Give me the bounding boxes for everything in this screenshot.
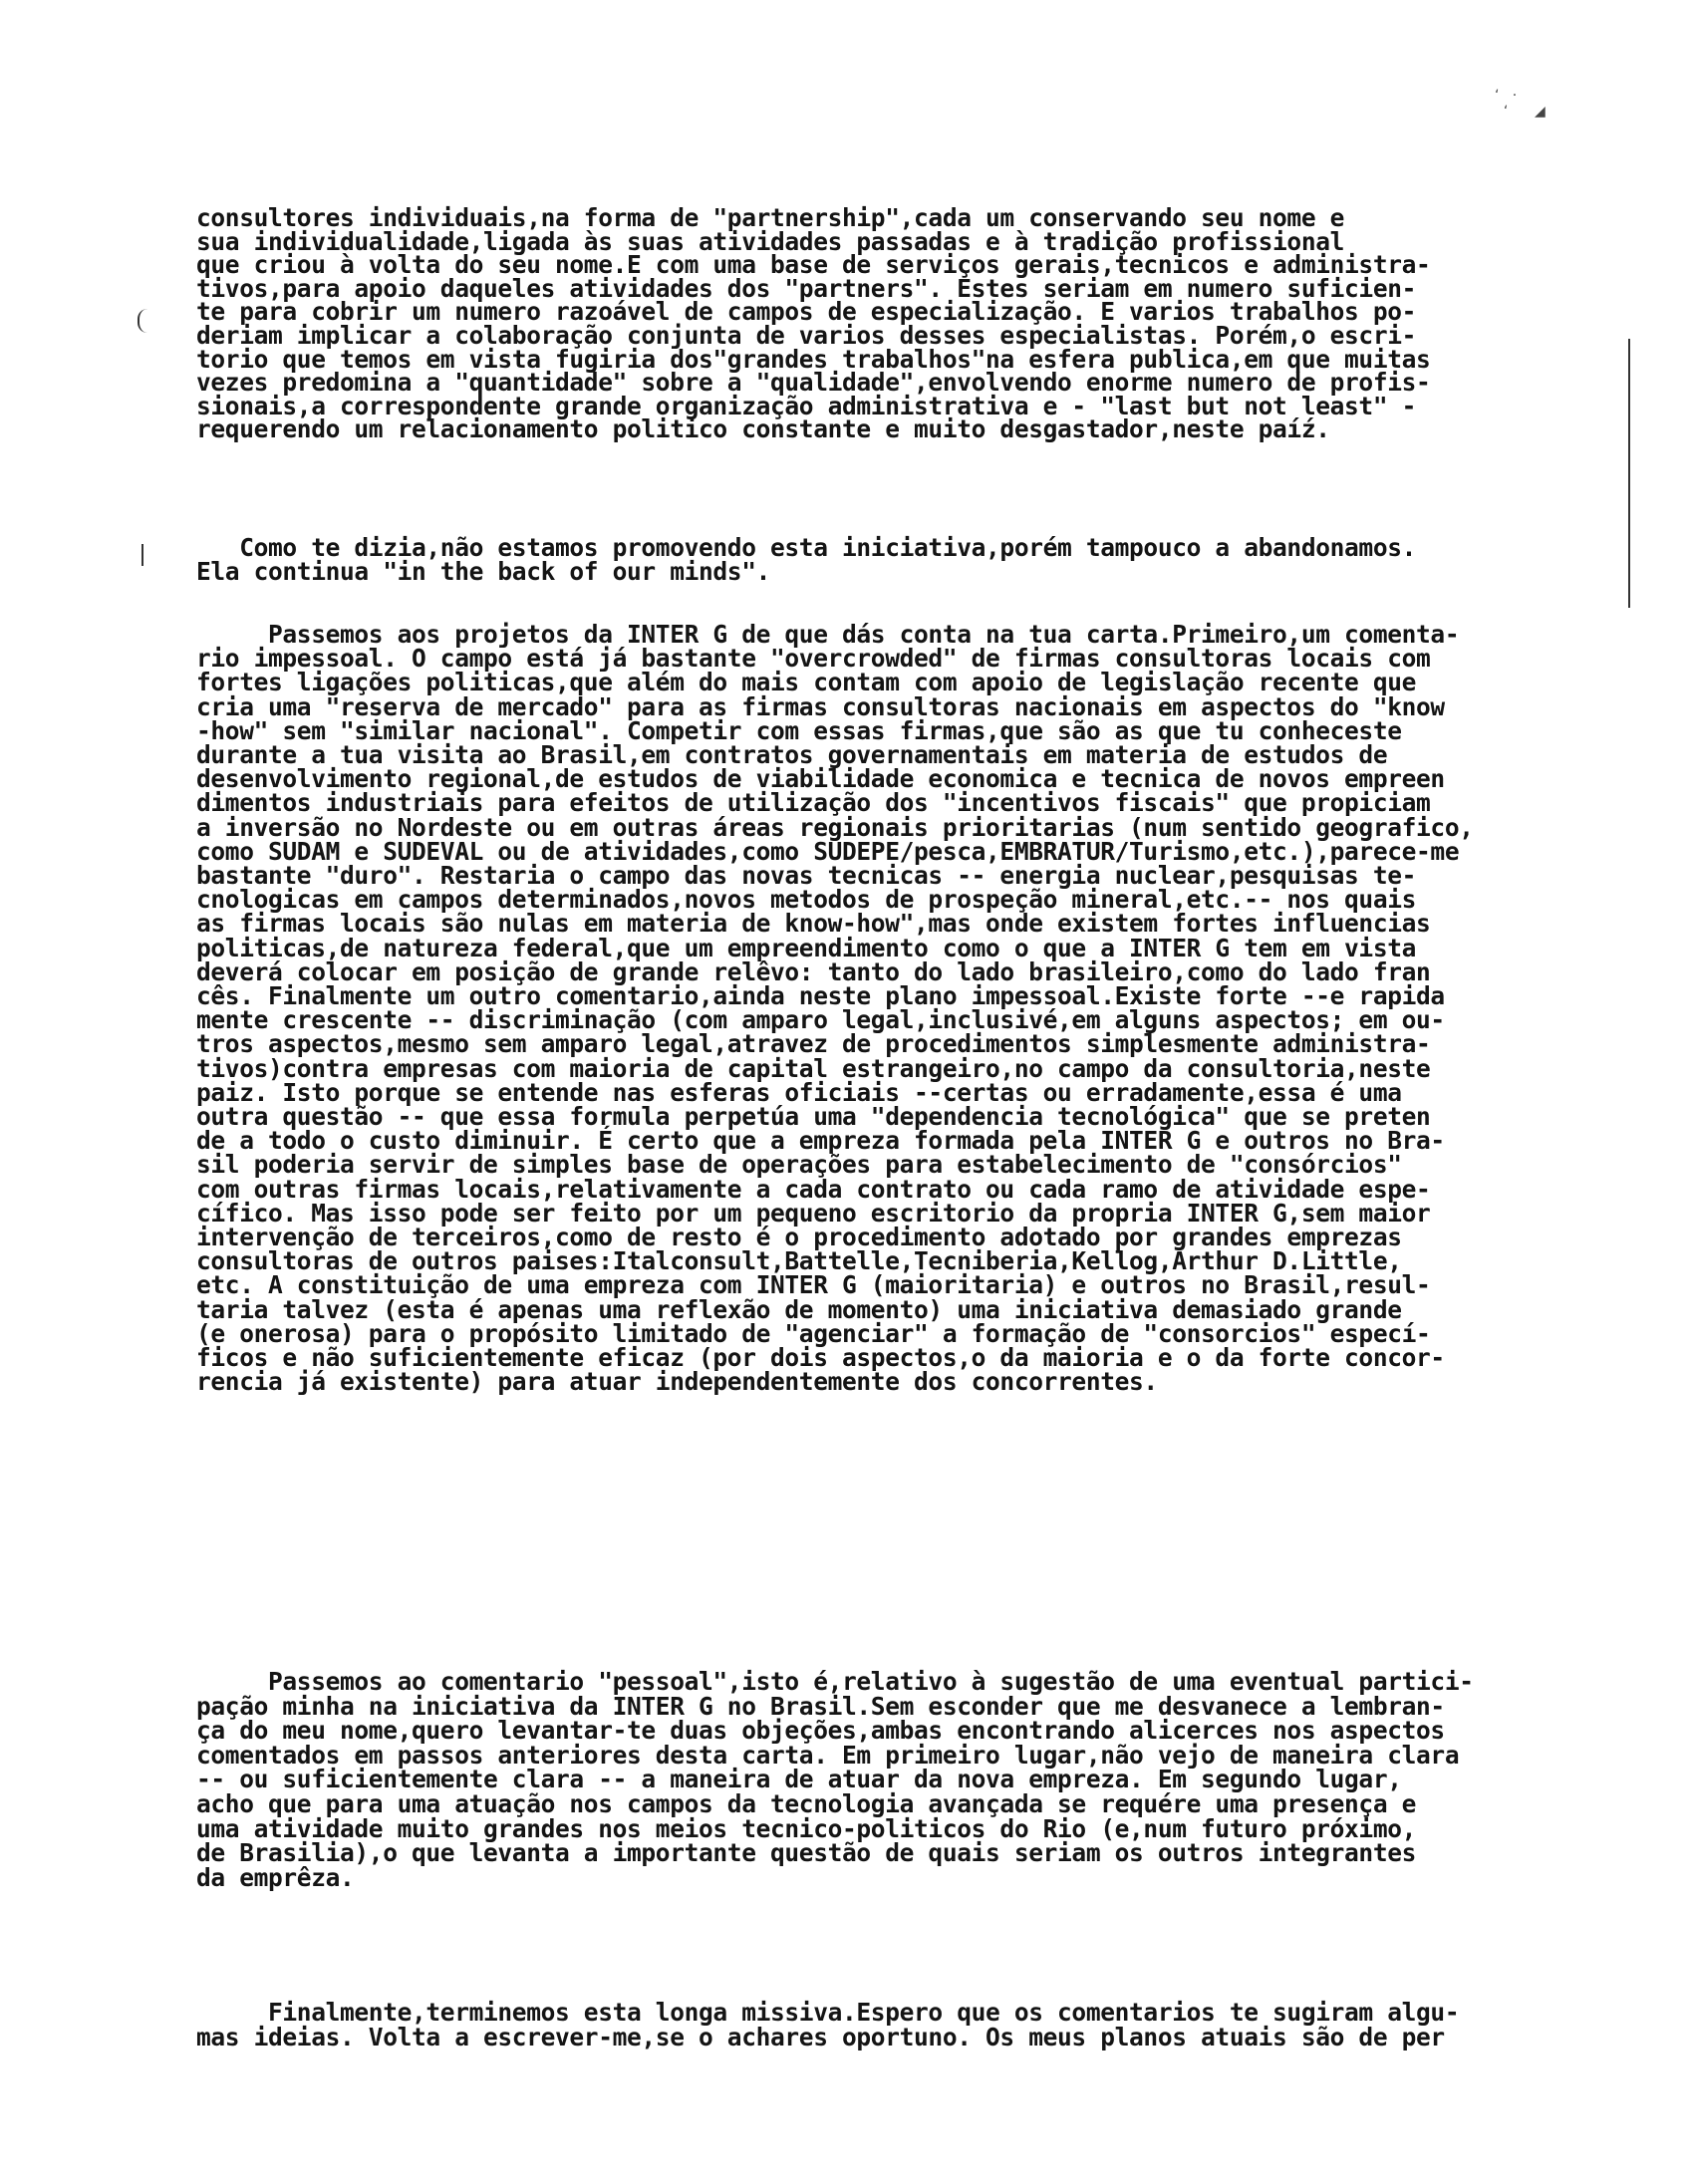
text-line: comentados em passos anteriores desta carta. Em primeiro lugar,não vejo de maneira clara (196, 1740, 1460, 1770)
text-line: bastante "duro". Restaria o campo das novas tecnicas -- energia nuclear,pesquisas te- (196, 861, 1417, 891)
text-line: te para cobrir um numero razoável de campos de especialização. E varios trabalhos po- (196, 297, 1417, 327)
paragraph-como-te-dizia (196, 533, 1621, 586)
text-line: a inversão no Nordeste ou em outras áreas regionais prioritarias (num sentido geografico, (196, 812, 1474, 842)
text-line: ficos e não suficientemente eficaz (por dois aspectos,o da maioria e o da forte concor- (196, 1343, 1445, 1373)
text-line: Ela continua "in the back of our minds". (196, 556, 771, 586)
text-line: como SUDAM e SUDEVAL ou de atividades,como SUDEPE/pesca,EMBRATUR/Turismo,etc.),parece-me (196, 836, 1460, 866)
text-line: acho que para uma atuação nos campos da tecnologia avançada se requére uma presença e (196, 1788, 1417, 1818)
text-line: sionais,a correspondente grande organização administrativa e - "last but not least" - (196, 391, 1417, 420)
text-line: rio impessoal. O campo está já bastante "overcrowded" de firmas consultoras locais com (196, 644, 1431, 674)
text-line: vezes predomina a "quantidade" sobre a "qualidade",envolvendo enorme numero de profis- (196, 368, 1431, 398)
text-line: etc. A constituição de uma empreza com INTER G (maioritaria) e outros no Brasil,resul- (196, 1270, 1431, 1300)
text-line: Passemos ao comentario "pessoal",isto é,relativo à sugestão de uma eventual partici- (196, 1667, 1474, 1696)
text-line: mas ideias. Volta a escrever-me,se o achares oportuno. Os meus planos atuais são de per (196, 2022, 1445, 2051)
text-line: Como te dizia,não estamos promovendo esta iniciativa,porém tampouco a abandonamos. (196, 533, 1417, 562)
text-line: de Brasilia),o que levanta a importante questão de quais seriam os outros integrantes (196, 1838, 1417, 1868)
text-line: rencia já existente) para atuar independentemente dos concorrentes. (196, 1367, 1158, 1397)
text-line: requerendo um relacionamento politico constante e muito desgastador,neste paíź. (196, 414, 1330, 444)
text-line: cria uma "reserva de mercado" para as firmas consultoras nacionais em aspectos do "know (196, 691, 1445, 721)
text-line: com outras firmas locais,relativamente a cada contrato ou cada ramo de atividade espe- (196, 1174, 1431, 1204)
text-line: (e onerosa) para o propósito limitado de "agenciar" a formação de "consorcios" especí- (196, 1318, 1431, 1348)
paragraph-partnership (196, 203, 1621, 444)
text-line: cífico. Mas isso pode ser feito por um pequeno escritorio da propria INTER G,sem maior (196, 1198, 1431, 1228)
text-line: paiz. Isto porque se entende nas esferas oficiais --certas ou erradamente,essa é uma (196, 1077, 1402, 1107)
text-line: dimentos industriais para efeitos de utilização dos "incentivos fiscais" que propiciam (196, 788, 1431, 818)
text-line: Passemos aos projetos da INTER G de que dás conta na tua carta.Primeiro,um comenta- (196, 620, 1460, 649)
text-line: torio que temos em vista fugiria dos"grandes trabalhos"na esfera publica,em que muitas (196, 344, 1431, 374)
text-line: Finalmente,terminemos esta longa missiva.Espero que os comentarios te sugiram algu- (196, 1998, 1460, 2027)
text-line: sua individualidade,ligada às suas atividades passadas e à tradição profissional (196, 226, 1345, 256)
paragraph-finalmente (196, 1998, 1621, 2051)
margin-mark (141, 544, 147, 566)
text-line: tivos,para apoio daqueles atividades dos "partners". Estes seriam em numero suficien- (196, 273, 1417, 303)
text-line: de a todo o custo diminuir. É certo que a empreza formada pela INTER G e outros no Bra- (196, 1126, 1445, 1156)
text-line: intervenção de terceiros,como de resto é o procedimento adotado por grandes emprezas (196, 1223, 1402, 1252)
text-line: tivos)contra empresas com maioria de capital estrangeiro,no campo da consultoria,neste (196, 1053, 1431, 1083)
text-line: -how" sem "similar nacional". Competir com essas firmas,que são as que tu conheceste (196, 715, 1402, 745)
text-line: politicas,de natureza federal,que um empreendimento como o que a INTER G tem em vista (196, 933, 1417, 962)
text-line: taria talvez (esta é apenas uma reflexão de momento) uma iniciativa demasiado grande (196, 1294, 1402, 1324)
text-line: ça do meu nome,quero levantar-te duas objeções,ambas encontrando alicerces nos aspectos (196, 1716, 1445, 1746)
text-line: fortes ligações politicas,que além do mais contam com apoio de legislação recente que (196, 668, 1417, 697)
text-line: consultoras de outros paises:Italconsult,Battelle,Tecniberia,Kellog,Arthur D.Little, (196, 1246, 1402, 1276)
text-line: -- ou suficientemente clara -- a maneira de atuar da nova empreza. Em segundo lugar, (196, 1765, 1402, 1794)
text-line: desenvolvimento regional,de estudos de viabilidade economica e tecnica de novos empreen (196, 764, 1445, 794)
text-line: consultores individuais,na forma de "partnership",cada um conservando seu nome e (196, 203, 1345, 232)
text-line: que criou à volta do seu nome.E com uma base de serviços gerais,tecnicos e administra- (196, 250, 1431, 280)
margin-mark (138, 309, 147, 333)
text-line: durante a tua visita ao Brasil,em contratos governamentais em materia de estudos de (196, 740, 1388, 770)
text-line: cês. Finalmente um outro comentario,ainda neste plano impessoal.Existe forte --e rapida (196, 981, 1445, 1011)
text-line: outra questão -- que essa formula perpetúa uma "dependencia tecnológica" que se preten (196, 1102, 1431, 1132)
text-line: uma atividade muito grandes nos meios tecnico-politicos do Rio (e,num futuro próximo, (196, 1813, 1417, 1843)
margin-bracket (1622, 339, 1630, 608)
text-line: as firmas locais são nulas em materia de know-how",mas onde existem fortes influencias (196, 909, 1431, 939)
text-line: da emprêza. (196, 1862, 355, 1892)
paragraph-comentario-pessoal (196, 1667, 1621, 1892)
text-line: mente crescente -- discriminação (com amparo legal,inclusivé,em alguns aspectos; em ou- (196, 1005, 1445, 1035)
text-line: tros aspectos,mesmo sem amparo legal,atravez de procedimentos simplesmente administra- (196, 1029, 1431, 1059)
text-line: pação minha na iniciativa da INTER G no Brasil.Sem esconder que me desvanece a lembran- (196, 1691, 1445, 1721)
paragraph-projetos-inter-g (196, 620, 1621, 1397)
margin-mark: ‘ · ‘ ◢ (1495, 88, 1546, 120)
text-line: sil poderia servir de simples base de operações para estabelecimento de "consórcios" (196, 1150, 1402, 1180)
text-line: cnologicas em campos determinados,novos metodos de prospeção mineral,etc.-- nos quais (196, 885, 1417, 915)
text-line: deverá colocar em posição de grande relêvo: tanto do lado brasileiro,como do lado fran (196, 956, 1431, 986)
text-line: deriam implicar a colaboração conjunta de varios desses especialistas. Porém,o escri- (196, 320, 1417, 350)
